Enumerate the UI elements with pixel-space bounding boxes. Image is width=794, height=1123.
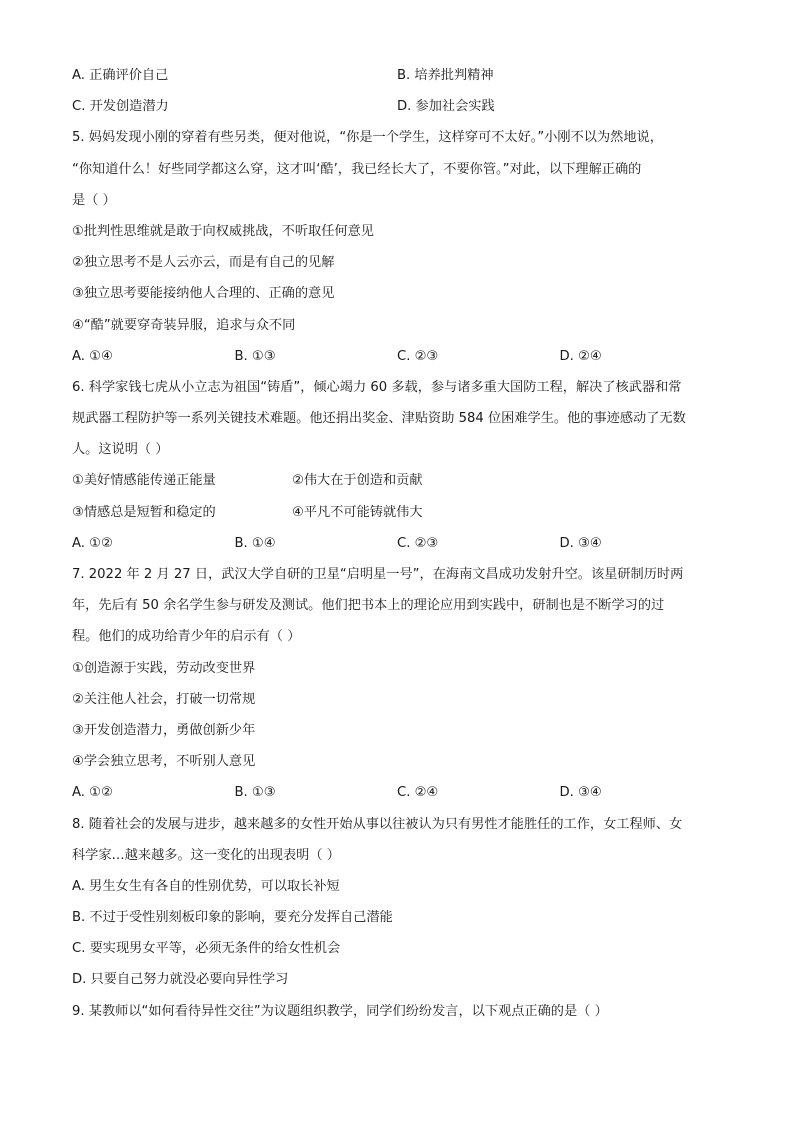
q8-option-b: B. 不过于受性别刻板印象的影响，要充分发挥自己潜能 xyxy=(72,910,393,926)
q6-statement-1: ①美好情感能传递正能量 xyxy=(72,473,216,489)
q6-statement-2: ②伟大在于创造和贡献 xyxy=(292,473,423,489)
q6-statement-3: ③情感总是短暂和稳定的 xyxy=(72,504,216,520)
q5-option-d: D. ②④ xyxy=(559,348,602,364)
q7-statement-4: ④学会独立思考，不听别人意见 xyxy=(72,754,256,770)
q7-statement-2: ②关注他人社会，打破一切常规 xyxy=(72,691,256,707)
q5-option-a: A. ①④ xyxy=(72,348,113,364)
q4-options-row-1 xyxy=(72,64,722,95)
q6-option-a: A. ①② xyxy=(72,535,113,551)
q7-option-a: A. ①② xyxy=(72,785,113,801)
q8-stem-line-1: 8. 随着社会的发展与进步，越来越多的女性开始从事以往被认为只有男性才能胜任的工作，女工程师、女 xyxy=(72,816,683,832)
q6-option-d: D. ③④ xyxy=(559,535,602,551)
q4-option-c: C. 开发创造潜力 xyxy=(72,99,169,115)
q6-option-c: C. ②③ xyxy=(397,535,439,551)
q7-stem-line-1: 7. 2022 年 2 月 27 日，武汉大学自研的卫星“启明星一号”，在海南文昌成功发射升空。该星研制历时两 xyxy=(72,567,684,582)
q6-stem-line-3: 人。这说明（ ） xyxy=(72,442,169,458)
q8-stem-line-2: 科学家…越来越多。这一变化的出现表明（ ） xyxy=(72,847,340,863)
q4-options-row-2 xyxy=(72,95,722,126)
q7-option-d: D. ③④ xyxy=(559,785,602,801)
q7-option-b: B. ①③ xyxy=(234,785,276,801)
q5-statement-3: ③独立思考要能接纳他人合理的、正确的意见 xyxy=(72,286,335,302)
q5-stem-line-3: 是（ ） xyxy=(72,192,116,208)
q4-option-b: B. 培养批判精神 xyxy=(397,68,494,83)
q5-option-c: C. ②③ xyxy=(397,348,439,364)
q8-option-a: A. 男生女生有各自的性别优势，可以取长补短 xyxy=(72,878,340,894)
q6-stem-line-1: 6. 科学家钱七虎从小立志为祖国“铸盾”，倾心竭力 60 多载，参与诸多重大国防工程，解决了核武器和常 xyxy=(72,379,682,395)
q5-stem-line-2: “你知道什么！好些同学都这么穿，这才叫‘酷’，我已经长大了，不要你管。”对此，以下理解正确的 xyxy=(72,161,642,177)
q8-option-c: C. 要实现男女平等，必须无条件的给女性机会 xyxy=(72,941,341,957)
q7-options xyxy=(72,781,722,812)
q5-option-b: B. ①③ xyxy=(234,348,276,364)
q7-option-c: C. ②④ xyxy=(397,785,439,801)
q6-statements-row-2 xyxy=(72,501,722,532)
q6-stem-line-2: 规武器工程防护等一系列关键技术难题。他还捐出奖金、津贴资助 584 位困难学生。他的事迹感动了无数 xyxy=(72,411,686,427)
q5-statement-4: ④“酷”就要穿奇装异服，追求与众不同 xyxy=(72,317,296,333)
q9-stem: 9. 某教师以“如何看待异性交往”为议题组织教学，同学们纷纷发言，以下观点正确的是（ ） xyxy=(72,1003,608,1019)
q6-statements-row-1 xyxy=(72,469,722,500)
q5-statement-2: ②独立思考不是人云亦云，而是有自己的见解 xyxy=(72,255,335,271)
q7-stem-line-3: 程。他们的成功给青少年的启示有（ ） xyxy=(72,629,301,645)
q4-option-d: D. 参加社会实践 xyxy=(397,99,495,115)
q5-stem-line-1: 5. 妈妈发现小刚的穿着有些另类，便对他说，“你是一个学生，这样穿可不太好。”小刚不以为然地说， xyxy=(72,130,663,146)
q6-statement-4: ④平凡不可能铸就伟大 xyxy=(292,504,423,520)
q7-statement-1: ①创造源于实践，劳动改变世界 xyxy=(72,660,256,676)
q7-stem-line-2: 年，先后有 50 余名学生参与研发及测试。他们把书本上的理论应用到实践中，研制也是不断学习的过 xyxy=(72,598,665,614)
q6-options xyxy=(72,532,722,563)
q5-statement-1: ①批判性思维就是敢于向权威挑战，不听取任何意见 xyxy=(72,223,374,239)
q5-options xyxy=(72,345,722,376)
q4-option-a: A. 正确评价自己 xyxy=(72,68,169,83)
q6-option-b: B. ①④ xyxy=(234,535,276,551)
q7-statement-3: ③开发创造潜力，勇做创新少年 xyxy=(72,722,256,738)
page-content xyxy=(72,64,722,1031)
q8-option-d: D. 只要自己努力就没必要向异性学习 xyxy=(72,972,289,988)
